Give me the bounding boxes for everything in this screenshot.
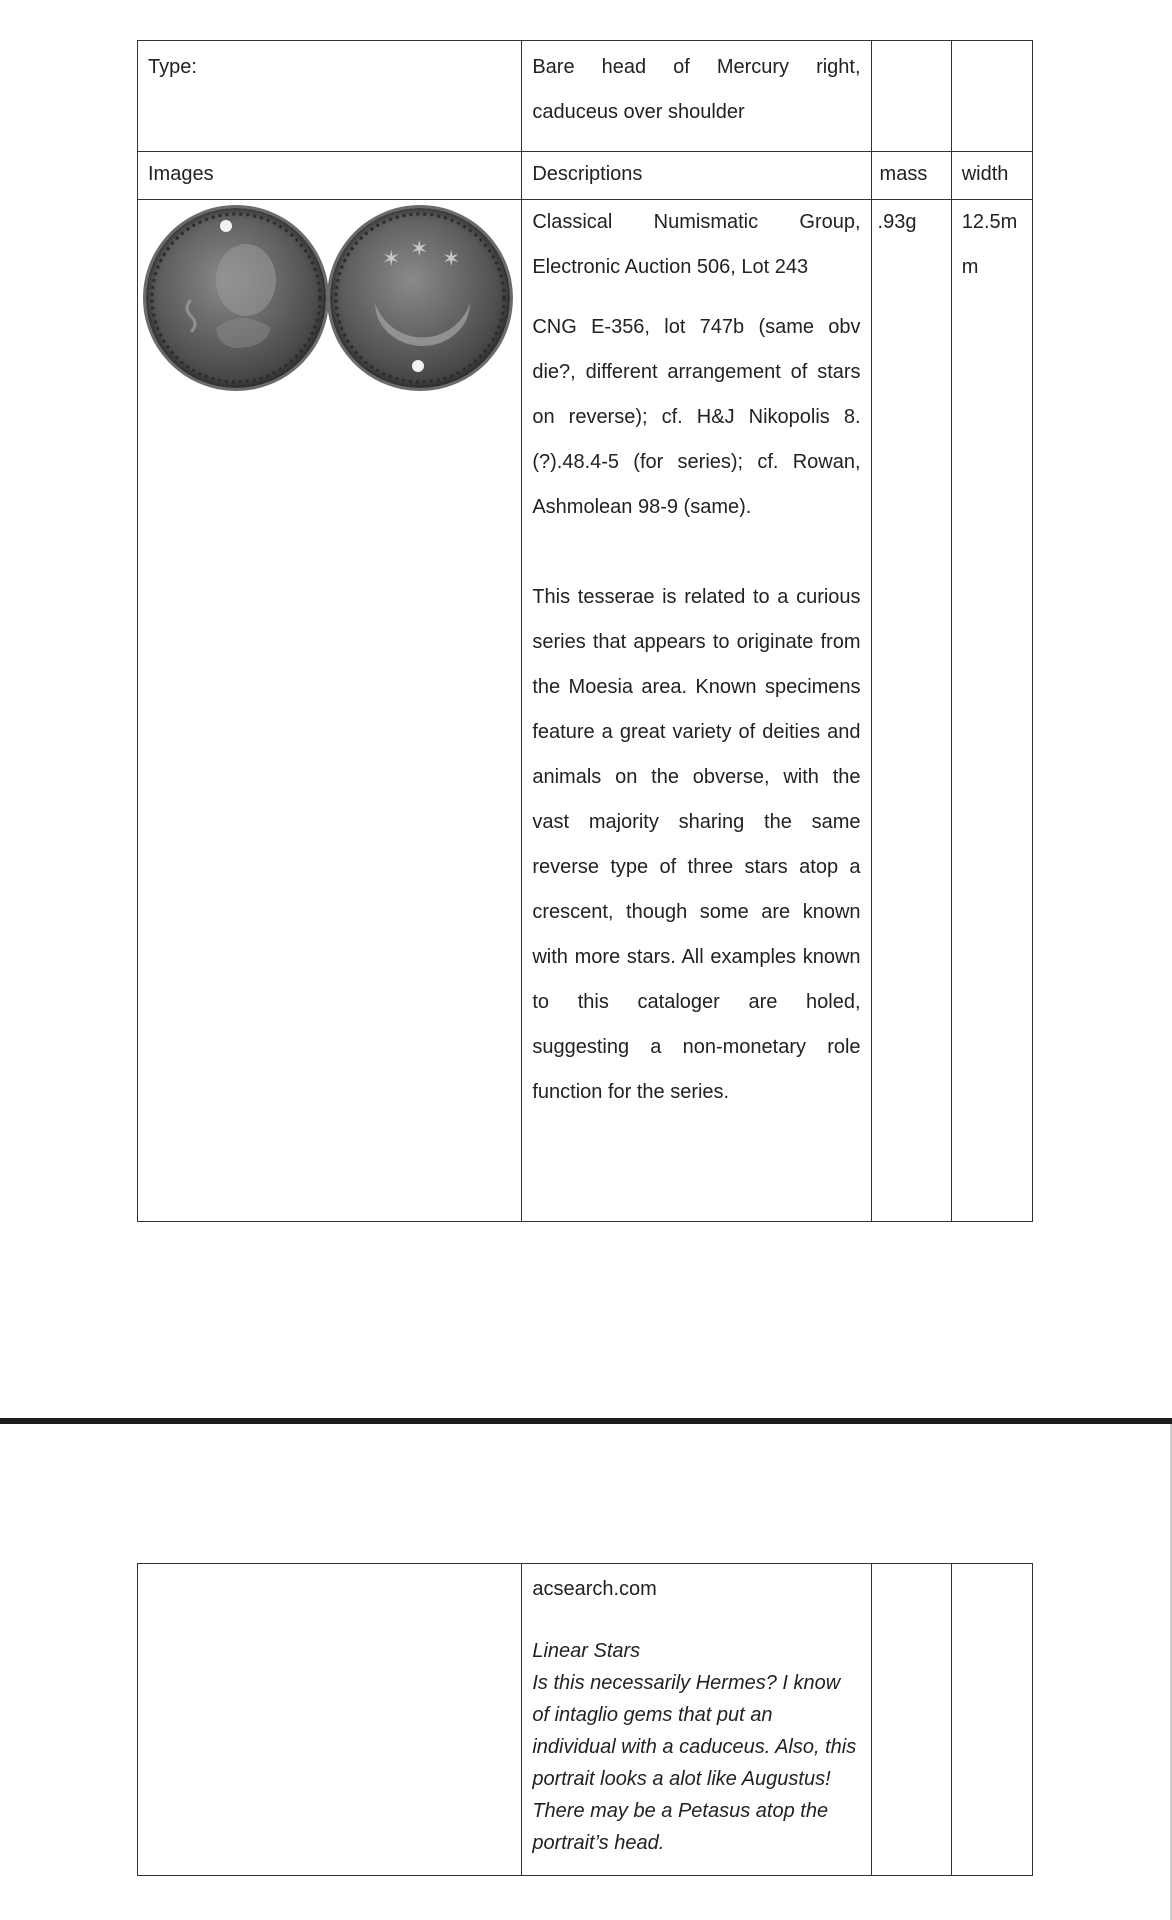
description-commentary: This tesserae is related to a curious series that appears to originate from the Moesia area. Known specimens feature a great variety of deities and animals on the obverse, with the vast majority sharing the same reverse type of three stars atop a crescent, though some are known with more stars. All examples known to this cataloger are holed, suggesting a non-monetary role function for the series. [532, 586, 861, 1103]
images-header: Images [138, 152, 522, 200]
coin-table [137, 40, 1033, 1222]
notes-table [137, 1563, 1033, 1876]
header-row [138, 152, 1033, 200]
images-cell [138, 200, 522, 1222]
description-source: Classical Numismatic Group, Electronic Auction 506, Lot 243 [532, 211, 861, 278]
coin-reverse-crescent-stars-icon [330, 208, 510, 388]
mass-value: .93g [871, 200, 951, 1222]
description-references: CNG E-356, lot 747b (same obv die?, different arrangement of stars on reverse); cf. H&J Nikopolis 8.(?).48.4-5 (for series); cf. Rowan, Ashmolean 98-9 (same). [532, 316, 861, 518]
mass-header: mass [871, 152, 951, 200]
note-title: Linear Stars [532, 1640, 641, 1662]
notes-cell [522, 1564, 871, 1876]
notes-row [138, 1564, 1033, 1876]
empty-cell [951, 41, 1032, 152]
source-site: acsearch.com [532, 1578, 657, 1600]
type-label: Type: [138, 41, 522, 152]
type-value: Bare head of Mercury right, caduceus over shoulder [522, 41, 871, 152]
type-row [138, 41, 1033, 152]
empty-cell [951, 1564, 1032, 1876]
page-divider [0, 1418, 1172, 1424]
empty-cell [871, 41, 951, 152]
entry-row [138, 200, 1033, 1222]
description-cell [522, 200, 871, 1222]
width-value: 12.5mm [951, 200, 1032, 1222]
note-body: Is this necessarily Hermes? I know of intaglio gems that put an individual with a caduceus. Also, this portrait looks a alot like Augustus! There may be a Petasus atop the portrait’s head. [532, 1672, 857, 1854]
coin-obverse-head-icon [146, 208, 326, 388]
width-header: width [951, 152, 1032, 200]
svg-text:✶: ✶ [442, 247, 461, 272]
svg-text:✶: ✶ [382, 247, 401, 272]
empty-cell [138, 1564, 522, 1876]
descriptions-header: Descriptions [522, 152, 871, 200]
svg-text:✶: ✶ [410, 237, 429, 262]
empty-cell [871, 1564, 951, 1876]
